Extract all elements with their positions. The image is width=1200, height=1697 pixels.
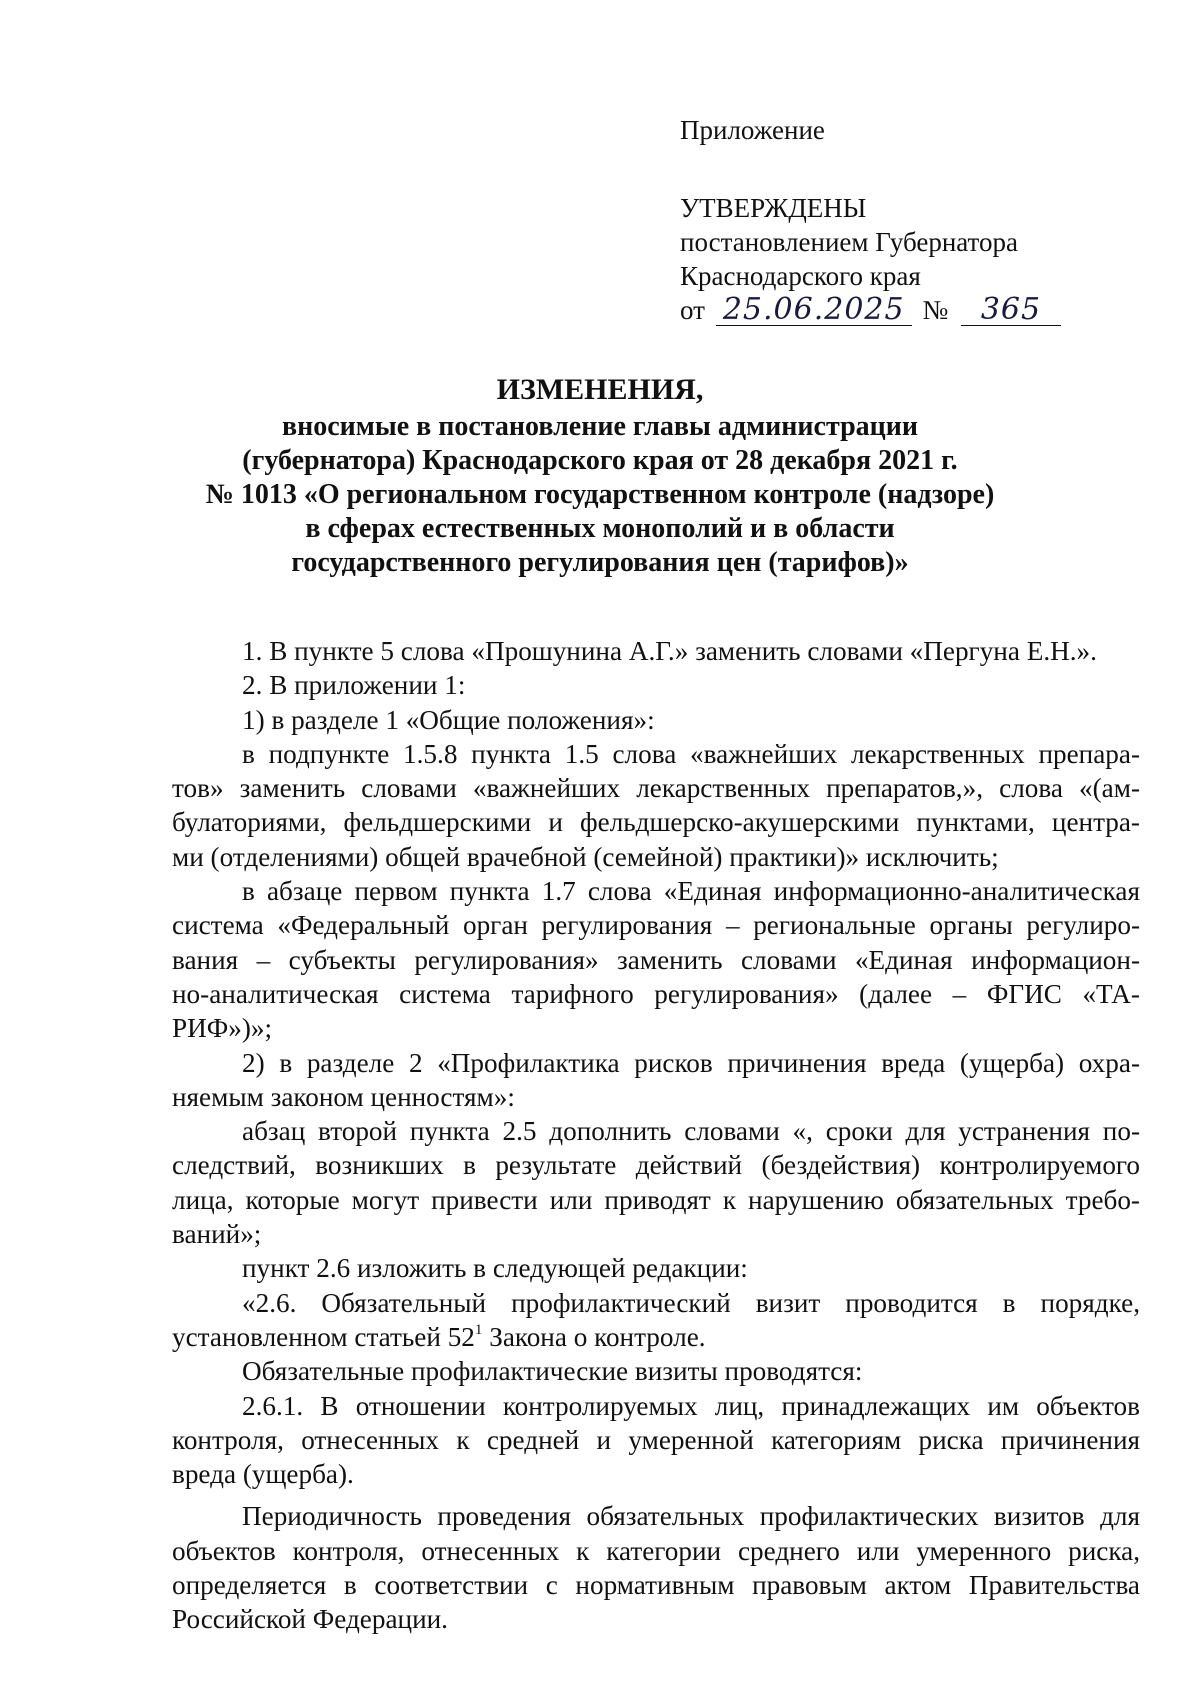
superscript: 1 <box>474 1321 483 1338</box>
body-line: контроля, отнесенных к средней и умеренной категориям риска причинения <box>172 1424 1140 1455</box>
body-line: ми (отделениями) общей врачебной (семейной) практики)» исключить; <box>172 841 999 872</box>
body-line: ваний»; <box>172 1219 262 1250</box>
approval-block <box>680 113 1140 327</box>
body-line-with-superscript <box>172 1320 1140 1354</box>
body-text: Закона о контроле. <box>482 1321 706 1352</box>
body-line: няемым законом ценностям»: <box>172 1081 515 1112</box>
title-line: государственного регулирования цен (тарифов)» <box>291 547 909 578</box>
body-line: объектов контроля, отнесенных к категории среднего или умеренного риска, <box>172 1535 1140 1566</box>
body-line: 2. В приложении 1: <box>242 670 466 701</box>
body-line: абзац второй пункта 2.5 дополнить словами «, сроки для устранения по- <box>242 1116 1140 1147</box>
body-line: в абзаце первом пункта 1.7 слова «Единая информационно-аналитическая <box>242 876 1140 907</box>
body-line: РИФ»)»; <box>172 1013 273 1044</box>
body-line: 1. В пункте 5 слова «Прошунина А.Г.» заменить словами «Пергуна Е.Н.». <box>242 636 1097 666</box>
body-line: булаториями, фельдшерскими и фельдшерско-акушерскими пунктами, центра- <box>172 807 1140 838</box>
approval-date-row <box>680 293 1140 327</box>
approved-label: УТВЕРЖДЕНЫ <box>680 193 867 223</box>
body-line: тов» заменить словами «важнейших лекарственных препаратов,», слова «(ам- <box>172 773 1140 804</box>
body-line: вреда (ущерба). <box>172 1459 354 1490</box>
body-line: следствий, возникших в результате действий (бездействия) контролируемого <box>172 1150 1140 1181</box>
body-line: Обязательные профилактические визиты проводятся: <box>242 1356 863 1387</box>
body-line: Российской Федерации. <box>172 1604 448 1635</box>
title-main: ИЗМЕНЕНИЯ, <box>496 373 704 406</box>
title-line: (губернатора) Краснодарского края от 28 декабря 2021 г. <box>242 445 958 476</box>
appendix-label: Приложение <box>680 115 825 145</box>
body-line: но-аналитическая система тарифного регулирования» (далее – ФГИС «ТА- <box>172 978 1140 1009</box>
approved-by-line: постановлением Губернатора <box>680 227 1018 257</box>
handwritten-date: 25.06.2025 <box>716 295 912 326</box>
title-line: № 1013 «О региональном государственном контроле (надзоре) <box>205 479 995 510</box>
body-line: Периодичность проведения обязательных профилактических визитов для <box>242 1501 1140 1532</box>
title-line: вносимые в постановление главы администрации <box>281 411 919 442</box>
approved-region-line: Краснодарского края <box>680 261 921 291</box>
number-prefix: № <box>922 295 949 325</box>
document-title <box>0 372 1200 580</box>
body-line: система «Федеральный орган регулирования – региональные органы регулиро- <box>172 910 1140 941</box>
handwritten-number: 365 <box>961 295 1061 326</box>
body-line: «2.6. Обязательный профилактический визит проводится в порядке, <box>242 1287 1140 1318</box>
body-line: лица, которые могут привести или приводят к нарушению обязательных требо- <box>172 1184 1140 1215</box>
body-line: 2) в разделе 2 «Профилактика рисков причинения вреда (ущерба) охра- <box>242 1047 1140 1078</box>
body-line: 2.6.1. В отношении контролируемых лиц, принадлежащих им объектов <box>242 1390 1140 1421</box>
date-prefix: от <box>680 295 705 325</box>
body-line: в подпункте 1.5.8 пункта 1.5 слова «важнейших лекарственных препара- <box>242 738 1140 769</box>
body-text: установленном статьей 52 <box>172 1321 475 1352</box>
body-line: вания – субъекты регулирования» заменить словами «Единая информацион- <box>172 944 1140 975</box>
body-line: 1) в разделе 1 «Общие положения»: <box>242 704 655 735</box>
title-line: в сферах естественных монополий и в области <box>305 513 895 544</box>
document-body <box>172 634 1140 1637</box>
body-line: пункт 2.6 изложить в следующей редакции: <box>242 1253 748 1284</box>
body-line: определяется в соответствии с нормативным правовым актом Правительства <box>172 1570 1140 1601</box>
